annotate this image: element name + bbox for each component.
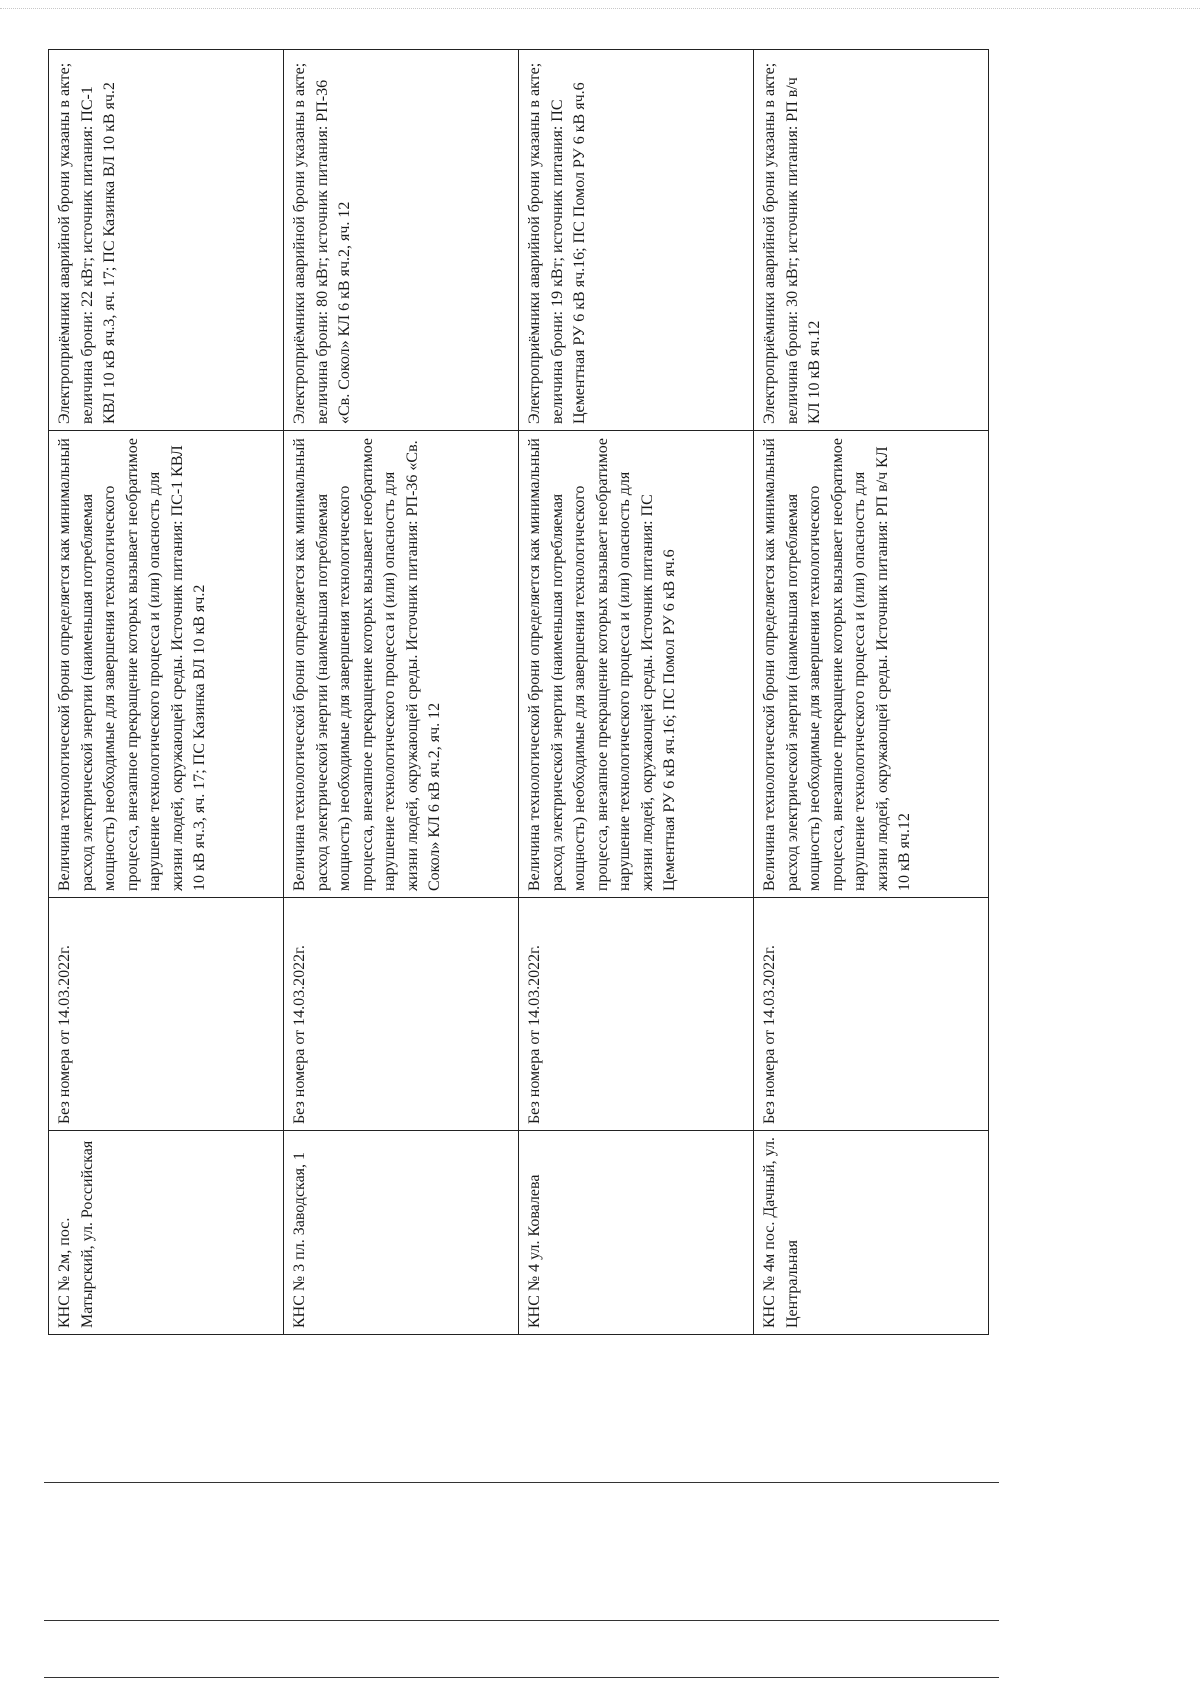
emergency-reserve-cell: Электроприёмники аварийной брони указаны в акте; величина брони: 80 кВт; источник питания: РП-36 «Св. Сокол» КЛ 6 кВ яч.2, яч. 12 (284, 50, 519, 431)
table-row (284, 50, 519, 1335)
object-cell: КНС № 3 пл. Заводская, 1 (284, 1131, 519, 1335)
signature-line (44, 1482, 999, 1483)
tech-reserve-cell: Величина технологической брони определяется как минимальный расход электрической энергии (наименьшая потребляемая мощность) необходимые для завершения технологического процесса, внезапное прекращение которых вызывает необратимое нарушение технологического процесса и (или) опасность для жизни людей, окружающей среды. Источник питания: ПС-1 КВЛ 10 кВ яч.3, яч. 17; ПС Казинка ВЛ 10 кВ яч.2 (49, 431, 284, 898)
act-cell: Без номера от 14.03.2022г. (754, 898, 989, 1131)
tech-reserve-cell: Величина технологической брони определяется как минимальный расход электрической энергии (наименьшая потребляемая мощность) необходимые для завершения технологического процесса, внезапное прекращение которых вызывает необратимое нарушение технологического процесса и (или) опасность для жизни людей, окружающей среды. Источник питания: РП-36 «Св. Сокол» КЛ 6 кВ яч.2, яч. 12 (284, 431, 519, 898)
act-cell: Без номера от 14.03.2022г. (49, 898, 284, 1131)
power-reserve-table (48, 49, 989, 1335)
emergency-reserve-cell: Электроприёмники аварийной брони указаны в акте; величина брони: 22 кВт; источник питания: ПС-1 КВЛ 10 кВ яч.3, яч. 17; ПС Казинка ВЛ 10 кВ яч.2 (49, 50, 284, 431)
signature-line (44, 1677, 999, 1678)
object-cell: КНС № 2м, пос. Матырский, ул. Российская (49, 1131, 284, 1335)
signature-line (44, 1620, 999, 1621)
act-cell: Без номера от 14.03.2022г. (284, 898, 519, 1131)
rotated-table-container (48, 50, 988, 1335)
tech-reserve-cell: Величина технологической брони определяется как минимальный расход электрической энергии (наименьшая потребляемая мощность) необходимые для завершения технологического процесса, внезапное прекращение которых вызывает необратимое нарушение технологического процесса и (или) опасность для жизни людей, окружающей среды. Источник питания: ПС Цементная РУ 6 кВ яч.16; ПС Помол РУ 6 кВ яч.6 (519, 431, 754, 898)
table-row (754, 50, 989, 1335)
object-cell: КНС № 4м пос. Дачный, ул. Центральная (754, 1131, 989, 1335)
emergency-reserve-cell: Электроприёмники аварийной брони указаны в акте; величина брони: 19 кВт; источник питания: ПС Цементная РУ 6 кВ яч.16; ПС Помол РУ 6 кВ яч.6 (519, 50, 754, 431)
table-row (49, 50, 284, 1335)
table-row (519, 50, 754, 1335)
emergency-reserve-cell: Электроприёмники аварийной брони указаны в акте; величина брони: 30 кВт; источник питания: РП в/ч КЛ 10 кВ яч.12 (754, 50, 989, 431)
scan-edge-artifact (0, 8, 1200, 9)
object-cell: КНС № 4 ул. Ковалева (519, 1131, 754, 1335)
act-cell: Без номера от 14.03.2022г. (519, 898, 754, 1131)
tech-reserve-cell: Величина технологической брони определяется как минимальный расход электрической энергии (наименьшая потребляемая мощность) необходимые для завершения технологического процесса, внезапное прекращение которых вызывает необратимое нарушение технологического процесса и (или) опасность для жизни людей, окружающей среды. Источник питания: РП в/ч КЛ 10 кВ яч.12 (754, 431, 989, 898)
